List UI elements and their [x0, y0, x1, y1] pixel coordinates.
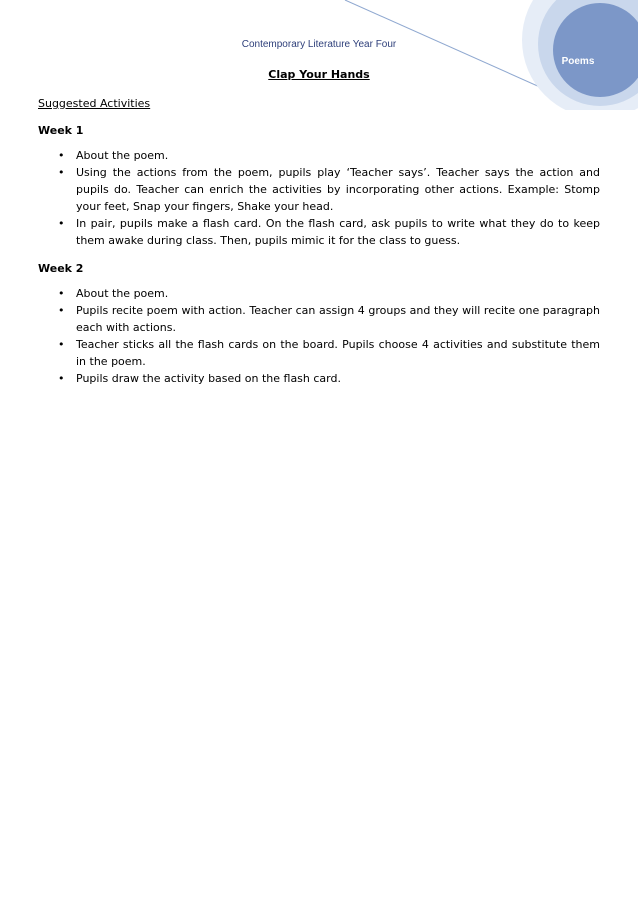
activity-text: About the poem.	[76, 149, 169, 162]
list-item	[38, 164, 600, 215]
week-1-activity-list	[38, 147, 600, 249]
list-item	[38, 285, 600, 302]
bullet-icon: •	[58, 304, 65, 317]
activity-text: Pupils draw the activity based on the flash card.	[76, 372, 341, 385]
page-title: Clap Your Hands	[268, 68, 370, 81]
list-item	[38, 336, 600, 370]
suggested-activities-heading: Suggested Activities	[38, 97, 151, 110]
activity-text: About the poem.	[76, 287, 169, 300]
list-item	[38, 302, 600, 336]
activity-text: Using the actions from the poem, pupils play ‘Teacher says’. Teacher says the action and pupils do. Teacher can enrich the activities by incorporating other actions. Example: Stomp your feet, Snap your fingers, Shake your head.	[76, 166, 600, 213]
activity-text: In pair, pupils make a flash card. On the flash card, ask pupils to write what they do to keep them awake during class. Then, pupils mimic it for the class to guess.	[76, 217, 600, 247]
activity-text: Teacher sticks all the flash cards on the board. Pupils choose 4 activities and substitute them in the poem.	[76, 338, 600, 368]
week-1-heading: Week 1	[38, 124, 84, 137]
bullet-icon: •	[58, 287, 65, 300]
bullet-icon: •	[58, 372, 65, 385]
bullet-icon: •	[58, 149, 65, 162]
header-decoration	[0, 0, 638, 110]
activity-text: Pupils recite poem with action. Teacher can assign 4 groups and they will recite one paragraph each with actions.	[76, 304, 600, 334]
week-2-heading: Week 2	[38, 262, 84, 275]
bullet-icon: •	[58, 166, 65, 179]
week-2-activity-list	[38, 285, 600, 387]
poems-tab-label: Poems	[561, 56, 595, 67]
list-item	[38, 147, 600, 164]
bullet-icon: •	[58, 217, 65, 230]
course-header: Contemporary Literature Year Four	[241, 39, 397, 50]
list-item	[38, 370, 600, 387]
bullet-icon: •	[58, 338, 65, 351]
list-item	[38, 215, 600, 249]
